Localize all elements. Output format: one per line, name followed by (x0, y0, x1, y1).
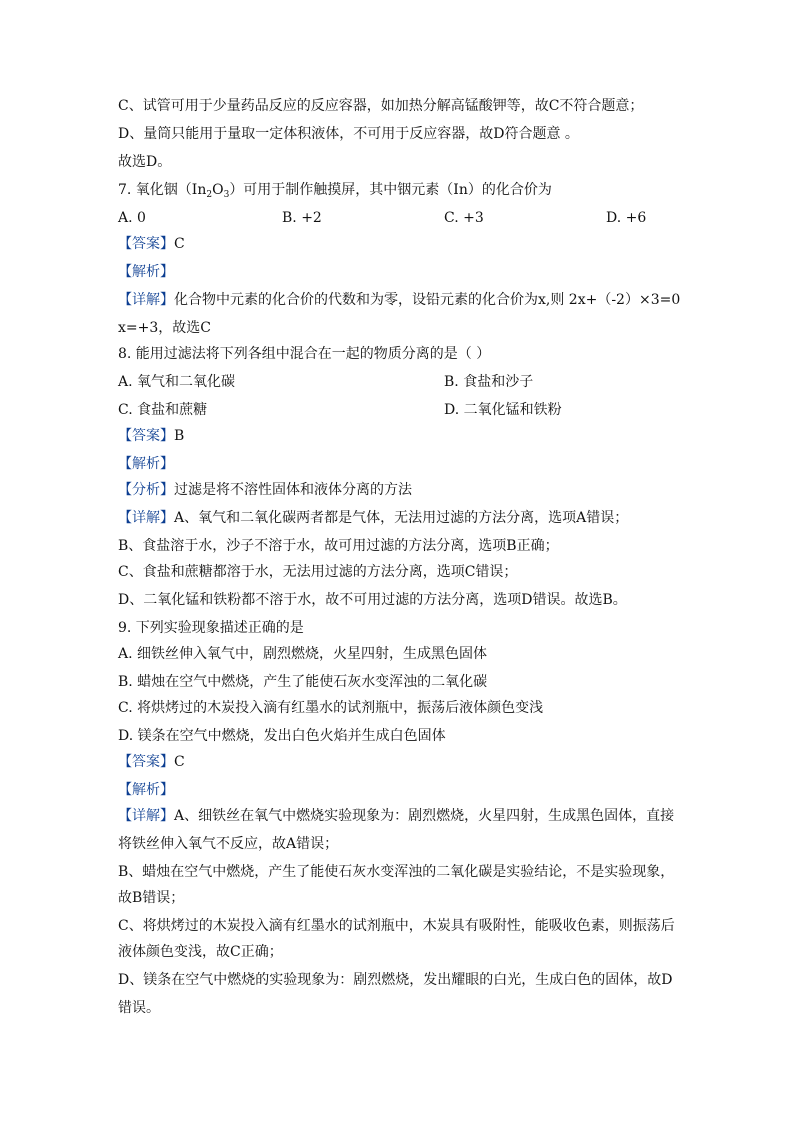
analysis-label: 【解析】 (118, 264, 174, 280)
detail-line: 故B错误； (118, 890, 185, 906)
analysis-line (118, 480, 412, 500)
option-c: C. +3 (444, 210, 484, 226)
detail-line: D、镁条在空气中燃烧的实验现象为：剧烈燃烧，发出耀眼的白光，生成白色的固体，故D (118, 972, 673, 988)
answer-label: 【答案】 (118, 236, 174, 252)
detail-line: B、食盐溶于水，沙子不溶于水，故可用过滤的方法分离，选项B正确； (118, 538, 559, 554)
detail-text: 化合物中元素的化合价的代数和为零，设铅元素的化合价为x,则 2x+（-2）×3=0 (174, 292, 681, 308)
detail-line (118, 806, 674, 826)
option-a: A. 细铁丝伸入氧气中，剧烈燃烧，火星四射，生成黑色固体 (118, 646, 488, 662)
subscript: 2 (206, 190, 213, 200)
detail-line: 将铁丝伸入氧气不反应，故A错误； (118, 836, 339, 852)
question-text: ）可用于制作触摸屏，其中铟元素（In）的化合价为 (229, 182, 552, 198)
text-line: D、量筒只能用于量取一定体积液体，不可用于反应容器，故D符合题意 。 (118, 126, 579, 142)
option-d: D. 二氧化锰和铁粉 (444, 402, 562, 418)
answer-line (118, 234, 185, 254)
detail-label: 【详解】 (118, 292, 174, 308)
question-7 (118, 180, 552, 200)
option-b: B. 食盐和沙子 (444, 374, 534, 390)
answer-value: C (174, 236, 185, 252)
analysis-label: 【解析】 (118, 456, 174, 472)
detail-line (118, 290, 680, 310)
detail-label: 【详解】 (118, 510, 174, 526)
subscript: 3 (223, 190, 230, 200)
detail-label: 【详解】 (118, 808, 174, 824)
option-a: A. 0 (118, 210, 146, 226)
question-9: 9. 下列实验现象描述正确的是 (118, 620, 304, 636)
question-8: 8. 能用过滤法将下列各组中混合在一起的物质分离的是（ ） (118, 346, 491, 362)
detail-line: x=+3，故选C (118, 320, 211, 336)
analysis-text: 过滤是将不溶性固体和液体分离的方法 (174, 482, 412, 498)
analysis-mark: 【分析】 (118, 482, 174, 498)
detail-text: A、细铁丝在氧气中燃烧实验现象为：剧烈燃烧，火星四射，生成黑色固体，直接 (174, 808, 675, 824)
detail-line: 液体颜色变浅，故C正确； (118, 944, 283, 960)
analysis-label: 【解析】 (118, 782, 174, 798)
option-d: D. +6 (606, 210, 647, 226)
answer-label: 【答案】 (118, 428, 174, 444)
question-text: 7. 氧化铟（In (118, 182, 207, 198)
answer-value: B (174, 428, 185, 444)
detail-line (118, 508, 628, 528)
detail-line: B、蜡烛在空气中燃烧，产生了能使石灰水变浑浊的二氧化碳是实验结论，不是实验现象， (118, 864, 675, 880)
text-line: 故选D。 (118, 154, 172, 170)
answer-label: 【答案】 (118, 754, 174, 770)
option-b: B. +2 (282, 210, 322, 226)
detail-line: C、食盐和蔗糖都溶于水，无法用过滤的方法分离，选项C错误； (118, 564, 518, 580)
option-d: D. 镁条在空气中燃烧，发出白色火焰并生成白色固体 (118, 728, 446, 744)
answer-line (118, 426, 184, 446)
detail-text: A、氧气和二氧化碳两者都是气体，无法用过滤的方法分离，选项A错误； (174, 510, 629, 526)
option-b: B. 蜡烛在空气中燃烧，产生了能使石灰水变浑浊的二氧化碳 (118, 674, 488, 690)
answer-line (118, 752, 185, 772)
option-c: C. 将烘烤过的木炭投入滴有红墨水的试剂瓶中，振荡后液体颜色变浅 (118, 700, 544, 716)
question-text: O (212, 182, 224, 198)
detail-line: 错误。 (118, 1000, 160, 1016)
detail-line: C、将烘烤过的木炭投入滴有红墨水的试剂瓶中，木炭具有吸附性，能吸收色素，则振荡后 (118, 918, 675, 934)
detail-line: D、二氧化锰和铁粉都不溶于水，故不可用过滤的方法分离，选项D错误。故选B。 (118, 592, 627, 608)
answer-value: C (174, 754, 185, 770)
option-a: A. 氧气和二氧化碳 (118, 374, 236, 390)
option-c: C. 食盐和蔗糖 (118, 402, 208, 418)
text-line: C、试管可用于少量药品反应的反应容器，如加热分解高锰酸钾等，故C不符合题意； (118, 98, 644, 114)
